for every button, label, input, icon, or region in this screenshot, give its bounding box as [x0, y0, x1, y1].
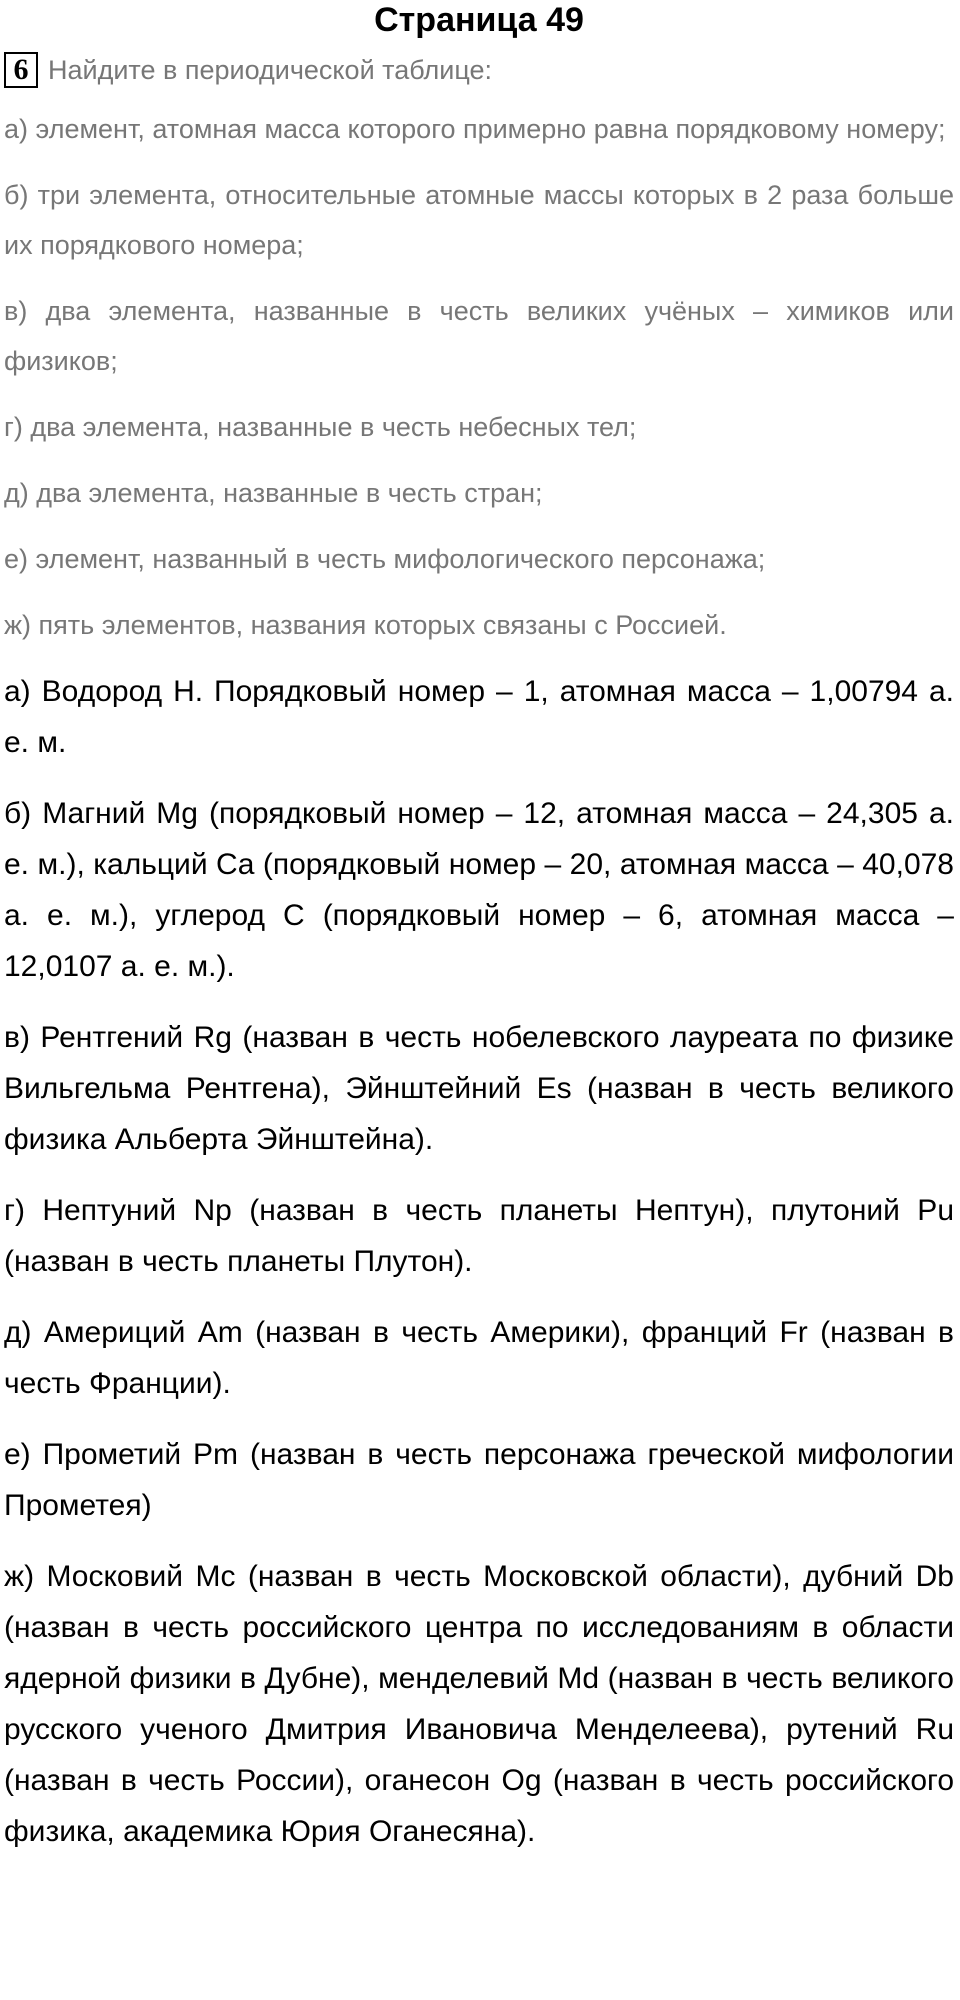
question-item: г) два элемента, названные в честь небесных тел; [4, 412, 637, 442]
task-intro: Найдите в периодической таблице: [48, 55, 492, 85]
answer-item: г) Нептуний Np (назван в честь планеты Нептун), плутоний Pu (назван в честь планеты Плутон). [4, 1194, 954, 1278]
answer-item: е) Прометий Pm (назван в честь персонажа греческой мифологии Прометея) [4, 1438, 954, 1522]
answer-item: ж) Московий Mc (назван в честь Московской области), дубний Db (назван в честь российского центра по исследованиям в области ядерной физики в Дубне), менделевий Md (назван в честь великого русского ученого Дмитрия Ивановича Менделеева), рутений Ru (назван в честь России), оганесон Og (назван в честь российского физика, академика Юрия Оганесяна). [4, 1560, 954, 1848]
question-item: ж) пять элементов, названия которых связаны с Россией. [4, 610, 727, 640]
task-number-badge: 6 [4, 52, 38, 88]
answer-item: в) Рентгений Rg (назван в честь нобелевского лауреата по физике Вильгельма Рентгена), Эйнштейний Es (назван в честь великого физика Альберта Эйнштейна). [4, 1021, 954, 1156]
question-item: д) два элемента, названные в честь стран; [4, 478, 543, 508]
task-header [4, 46, 954, 94]
answer-item: а) Водород H. Порядковый номер – 1, атомная масса – 1,00794 а. е. м. [4, 675, 954, 759]
question-item: в) два элемента, названные в честь великих учёных – химиков или физиков; [4, 296, 954, 376]
task-answers [4, 666, 954, 1857]
question-item: е) элемент, названный в честь мифологического персонажа; [4, 544, 766, 574]
answer-item: д) Америций Am (назван в честь Америки), франций Fr (назван в честь Франции). [4, 1316, 954, 1400]
question-item: а) элемент, атомная масса которого примерно равна порядковому номеру; [4, 114, 946, 144]
page-title: Страница 49 [374, 1, 584, 39]
answer-item: б) Магний Mg (порядковый номер – 12, атомная масса – 24,305 а. е. м.), кальций Ca (порядковый номер – 20, атомная масса – 40,078 а. е. м.), углерод С (порядковый номер – 6, атомная масса – 12,0107 а. е. м.). [4, 797, 954, 983]
question-item: б) три элемента, относительные атомные массы которых в 2 раза больше их порядкового номера; [4, 180, 954, 260]
task-questions [4, 104, 954, 650]
